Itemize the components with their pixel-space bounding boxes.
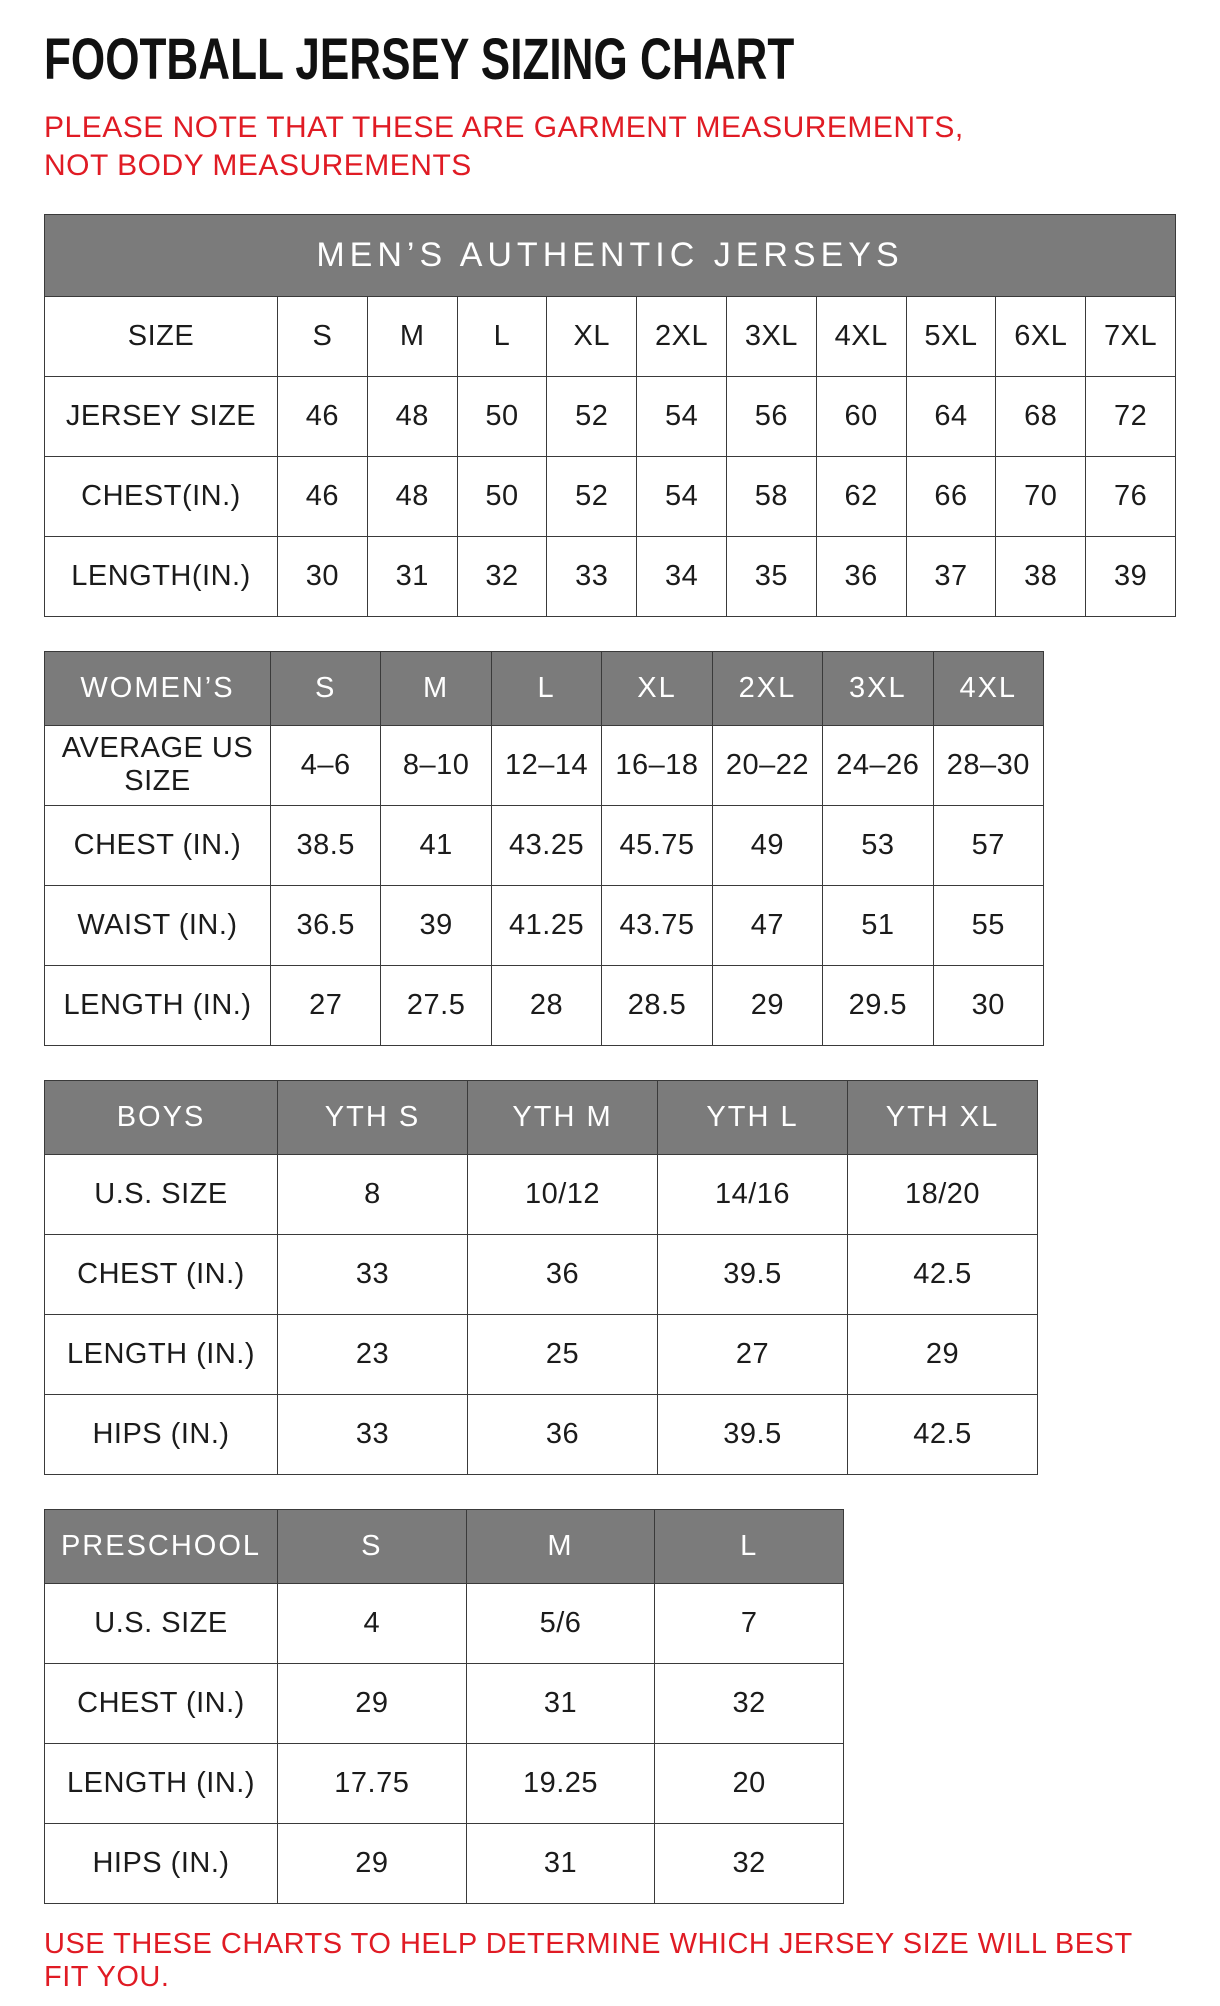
table-cell: 54 xyxy=(637,376,727,456)
table-cell: 37 xyxy=(906,536,996,616)
table-cell: 27 xyxy=(658,1314,848,1394)
table-cell: 25 xyxy=(468,1314,658,1394)
table-cell: S xyxy=(278,296,368,376)
table-cell: 29 xyxy=(712,965,822,1045)
table-cell: 32 xyxy=(655,1663,844,1743)
table-cell: 12–14 xyxy=(491,725,601,805)
table-cell: 58 xyxy=(726,456,816,536)
table-cell: 60 xyxy=(816,376,906,456)
table-cell: M xyxy=(367,296,457,376)
table-row xyxy=(45,376,1176,456)
page-title-text: FOOTBALL JERSEY SIZING CHART xyxy=(44,27,795,92)
table-row xyxy=(45,1394,1038,1474)
table-cell: 3XL xyxy=(726,296,816,376)
table-cell: 32 xyxy=(655,1823,844,1903)
table-cell: 7XL xyxy=(1086,296,1176,376)
table-cell: 29 xyxy=(278,1823,467,1903)
table-cell: 34 xyxy=(637,536,727,616)
table-cell: 36 xyxy=(468,1234,658,1314)
table-cell: 53 xyxy=(823,805,933,885)
table-cell: 20–22 xyxy=(712,725,822,805)
fit-advice-footer: USE THESE CHARTS TO HELP DETERMINE WHICH JERSEY SIZE WILL BEST FIT YOU. xyxy=(44,1927,1133,1993)
table-cell: 39 xyxy=(1086,536,1176,616)
table-cell: 28.5 xyxy=(602,965,712,1045)
table-cell: 30 xyxy=(933,965,1043,1045)
table-cell: 62 xyxy=(816,456,906,536)
table-cell: L xyxy=(457,296,547,376)
table-cell: 55 xyxy=(933,885,1043,965)
table-cell: 51 xyxy=(823,885,933,965)
table-cell: 7 xyxy=(655,1583,844,1663)
sizing-chart-page xyxy=(44,26,1176,1994)
table-row xyxy=(45,456,1176,536)
table-row xyxy=(45,1663,844,1743)
table-row xyxy=(45,885,1044,965)
preschool-sizing-table xyxy=(44,1509,844,1904)
column-header: XL xyxy=(602,651,712,725)
table-cell: 18/20 xyxy=(848,1154,1038,1234)
table-cell: 33 xyxy=(547,536,637,616)
column-header: YTH M xyxy=(468,1080,658,1154)
table-cell: 27.5 xyxy=(381,965,491,1045)
table-cell: 42.5 xyxy=(848,1394,1038,1474)
table-row xyxy=(45,1743,844,1823)
table-row xyxy=(45,1583,844,1663)
table-row xyxy=(45,1823,844,1903)
garment-measurement-note: PLEASE NOTE THAT THESE ARE GARMENT MEASUREMENTS, NOT BODY MEASUREMENTS xyxy=(44,111,964,183)
table-cell: 41 xyxy=(381,805,491,885)
row-label: CHEST (IN.) xyxy=(45,1663,278,1743)
row-label: WAIST (IN.) xyxy=(45,885,271,965)
table-row xyxy=(45,805,1044,885)
table-cell: 8–10 xyxy=(381,725,491,805)
header-row xyxy=(45,1509,844,1583)
column-header: L xyxy=(491,651,601,725)
table-cell: 47 xyxy=(712,885,822,965)
table-cell: 24–26 xyxy=(823,725,933,805)
table-title-header: WOMEN’S xyxy=(45,651,271,725)
table-cell: 29.5 xyxy=(823,965,933,1045)
table-cell: 16–18 xyxy=(602,725,712,805)
table-cell: 68 xyxy=(996,376,1086,456)
table-cell: 38.5 xyxy=(271,805,381,885)
row-label: SIZE xyxy=(45,296,278,376)
mens-table-head xyxy=(45,214,1176,296)
table-row xyxy=(45,536,1176,616)
table-title-header: BOYS xyxy=(45,1080,278,1154)
table-cell: 6XL xyxy=(996,296,1086,376)
preschool-table-head xyxy=(45,1509,844,1583)
table-row xyxy=(45,1314,1038,1394)
page-title xyxy=(44,26,1176,93)
table-cell: 36 xyxy=(816,536,906,616)
table-cell: 50 xyxy=(457,376,547,456)
table-cell: 35 xyxy=(726,536,816,616)
table-cell: 14/16 xyxy=(658,1154,848,1234)
mens-banner-row xyxy=(45,214,1176,296)
row-label: HIPS (IN.) xyxy=(45,1394,278,1474)
row-label: LENGTH (IN.) xyxy=(45,1314,278,1394)
column-header: 2XL xyxy=(712,651,822,725)
table-cell: 48 xyxy=(367,376,457,456)
table-cell: 5XL xyxy=(906,296,996,376)
table-cell: 43.25 xyxy=(491,805,601,885)
table-title-header: PRESCHOOL xyxy=(45,1509,278,1583)
table-cell: 39.5 xyxy=(658,1394,848,1474)
table-cell: 54 xyxy=(637,456,727,536)
table-cell: 31 xyxy=(367,536,457,616)
header-row xyxy=(45,651,1044,725)
table-cell: 46 xyxy=(278,456,368,536)
table-cell: 70 xyxy=(996,456,1086,536)
table-cell: 66 xyxy=(906,456,996,536)
table-cell: 5/6 xyxy=(466,1583,655,1663)
row-label: CHEST (IN.) xyxy=(45,1234,278,1314)
row-label: LENGTH (IN.) xyxy=(45,1743,278,1823)
table-row xyxy=(45,1234,1038,1314)
womens-table-body xyxy=(45,725,1044,1045)
table-cell: 19.25 xyxy=(466,1743,655,1823)
column-header: S xyxy=(278,1509,467,1583)
table-cell: 48 xyxy=(367,456,457,536)
table-cell: 42.5 xyxy=(848,1234,1038,1314)
table-cell: 33 xyxy=(278,1394,468,1474)
table-cell: 33 xyxy=(278,1234,468,1314)
table-cell: 30 xyxy=(278,536,368,616)
womens-sizing-table xyxy=(44,651,1044,1046)
mens-table-body xyxy=(45,296,1176,616)
table-cell: 10/12 xyxy=(468,1154,658,1234)
table-cell: 64 xyxy=(906,376,996,456)
table-cell: 39.5 xyxy=(658,1234,848,1314)
column-header: 3XL xyxy=(823,651,933,725)
mens-authentic-jerseys-table xyxy=(44,214,1176,617)
table-cell: 29 xyxy=(848,1314,1038,1394)
table-cell: 29 xyxy=(278,1663,467,1743)
table-cell: 28–30 xyxy=(933,725,1043,805)
column-header: S xyxy=(271,651,381,725)
table-cell: 46 xyxy=(278,376,368,456)
table-cell: 28 xyxy=(491,965,601,1045)
table-cell: 32 xyxy=(457,536,547,616)
table-cell: 4XL xyxy=(816,296,906,376)
table-cell: 57 xyxy=(933,805,1043,885)
table-row xyxy=(45,965,1044,1045)
table-cell: 76 xyxy=(1086,456,1176,536)
table-cell: 31 xyxy=(466,1823,655,1903)
table-cell: XL xyxy=(547,296,637,376)
table-cell: 52 xyxy=(547,456,637,536)
table-cell: 20 xyxy=(655,1743,844,1823)
table-cell: 72 xyxy=(1086,376,1176,456)
table-cell: 50 xyxy=(457,456,547,536)
boys-table-body xyxy=(45,1154,1038,1474)
table-cell: 27 xyxy=(271,965,381,1045)
column-header: M xyxy=(466,1509,655,1583)
row-label: CHEST(IN.) xyxy=(45,456,278,536)
table-cell: 52 xyxy=(547,376,637,456)
table-cell: 38 xyxy=(996,536,1086,616)
table-row xyxy=(45,296,1176,376)
row-label: LENGTH(IN.) xyxy=(45,536,278,616)
boys-sizing-table xyxy=(44,1080,1038,1475)
column-header: YTH L xyxy=(658,1080,848,1154)
row-label: U.S. SIZE xyxy=(45,1583,278,1663)
table-cell: 36.5 xyxy=(271,885,381,965)
table-cell: 17.75 xyxy=(278,1743,467,1823)
table-cell: 8 xyxy=(278,1154,468,1234)
table-cell: 4 xyxy=(278,1583,467,1663)
row-label: AVERAGE US SIZE xyxy=(45,725,271,805)
table-cell: 4–6 xyxy=(271,725,381,805)
table-cell: 36 xyxy=(468,1394,658,1474)
row-label: U.S. SIZE xyxy=(45,1154,278,1234)
table-cell: 2XL xyxy=(637,296,727,376)
row-label: JERSEY SIZE xyxy=(45,376,278,456)
preschool-table-body xyxy=(45,1583,844,1903)
table-cell: 23 xyxy=(278,1314,468,1394)
column-header: YTH XL xyxy=(848,1080,1038,1154)
column-header: L xyxy=(655,1509,844,1583)
table-row xyxy=(45,1154,1038,1234)
table-cell: 49 xyxy=(712,805,822,885)
boys-table-head xyxy=(45,1080,1038,1154)
womens-table-head xyxy=(45,651,1044,725)
table-cell: 56 xyxy=(726,376,816,456)
table-row xyxy=(45,725,1044,805)
table-cell: 39 xyxy=(381,885,491,965)
row-label: HIPS (IN.) xyxy=(45,1823,278,1903)
column-header: M xyxy=(381,651,491,725)
table-cell: 41.25 xyxy=(491,885,601,965)
row-label: CHEST (IN.) xyxy=(45,805,271,885)
mens-table-banner: MEN’S AUTHENTIC JERSEYS xyxy=(45,214,1176,296)
table-cell: 31 xyxy=(466,1663,655,1743)
column-header: YTH S xyxy=(278,1080,468,1154)
table-cell: 43.75 xyxy=(602,885,712,965)
header-row xyxy=(45,1080,1038,1154)
row-label: LENGTH (IN.) xyxy=(45,965,271,1045)
table-cell: 45.75 xyxy=(602,805,712,885)
column-header: 4XL xyxy=(933,651,1043,725)
